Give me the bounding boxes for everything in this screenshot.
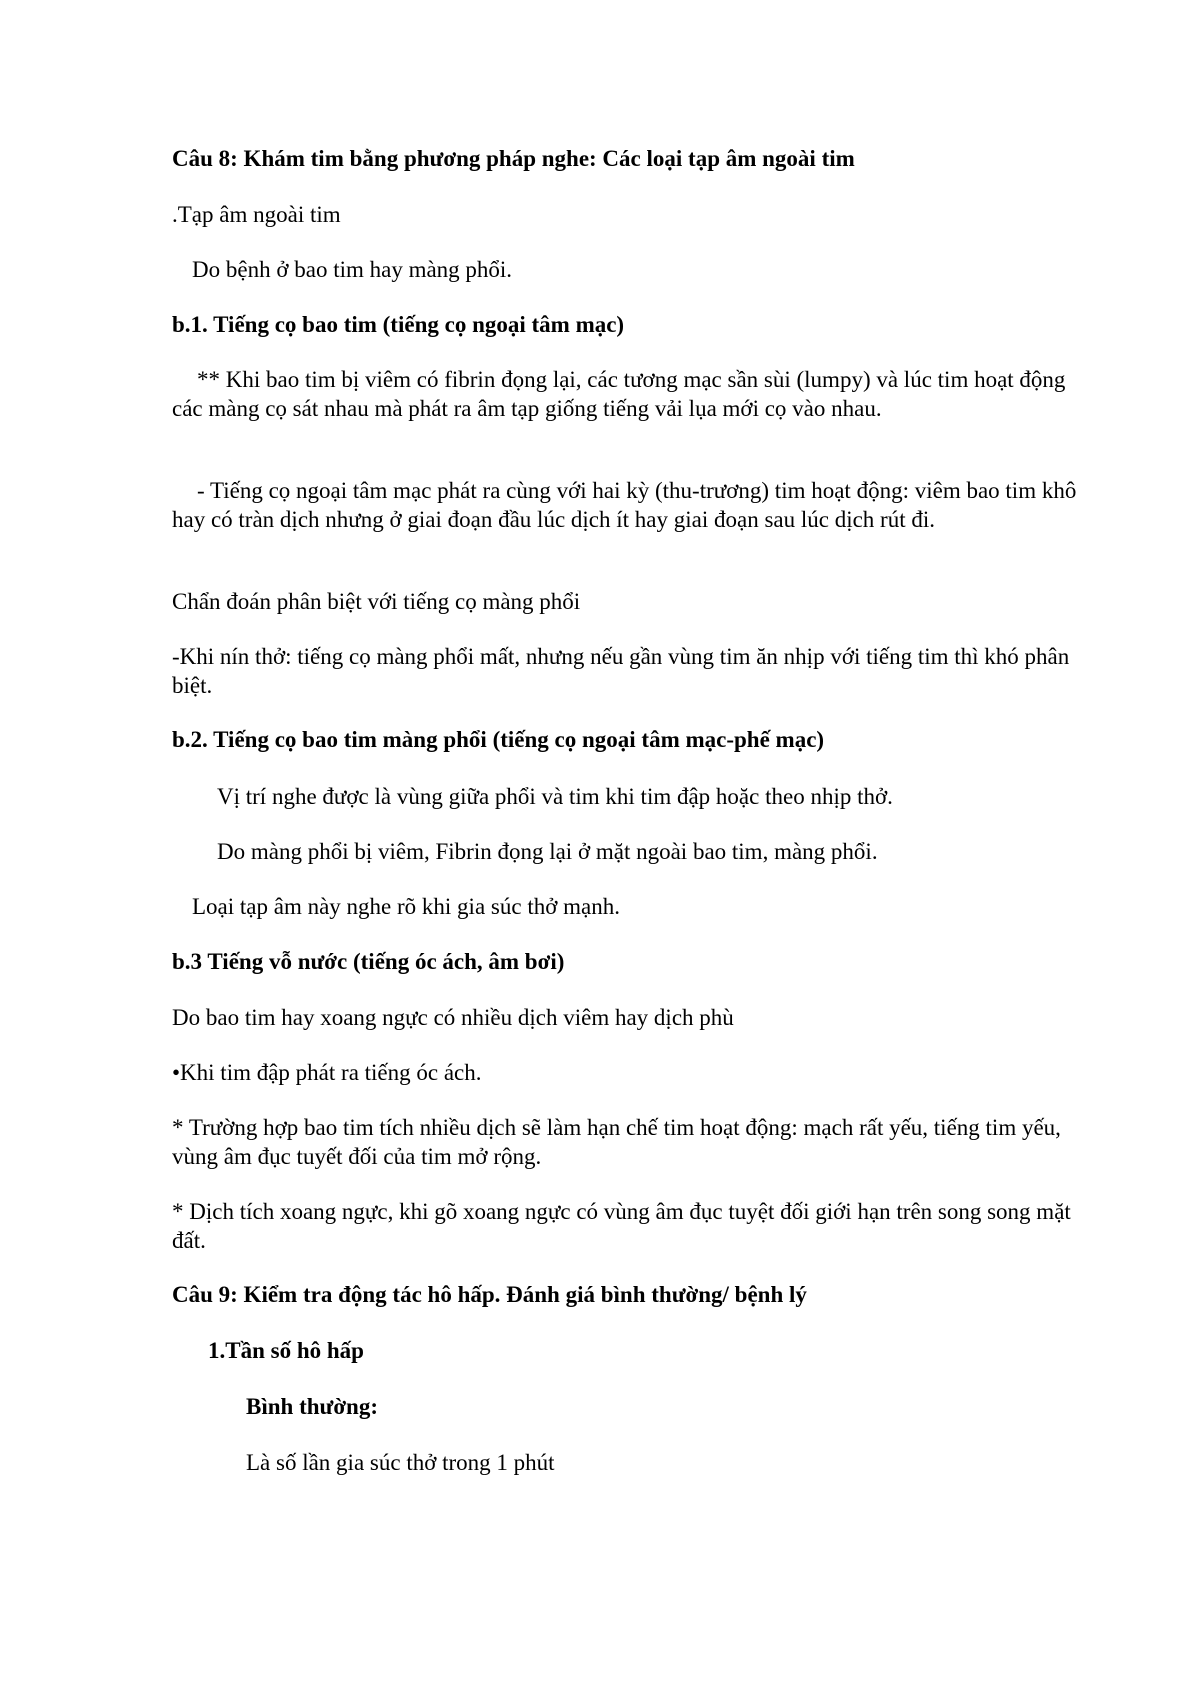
- paragraph-chan-doan: Chẩn đoán phân biệt với tiếng cọ màng phổi: [172, 589, 581, 614]
- paragraph-truong-hop: * Trường hợp bao tim tích nhiều dịch sẽ làm hạn chế tim hoạt động: mạch rất yếu, tiếng tim yếu, vùng âm đục tuyết đối của tim mở rộng.: [172, 1115, 1061, 1169]
- paragraph-dich-tich: * Dịch tích xoang ngực, khi gõ xoang ngực có vùng âm đục tuyệt đối giới hạn trên song song mặt đất.: [172, 1199, 1071, 1253]
- paragraph-khi-tim-dap: •Khi tim đập phát ra tiếng óc ách.: [172, 1060, 482, 1085]
- paragraph-b1-1: ** Khi bao tim bị viêm có fibrin đọng lại, các tương mạc sần sùi (lumpy) và lúc tim hoạt động các màng cọ sát nhau mà phát ra âm tạp giống tiếng vải lụa mới cọ vào nhau.: [172, 367, 1066, 421]
- paragraph-loai-tap-am: Loại tạp âm này nghe rõ khi gia súc thở mạnh.: [192, 894, 620, 919]
- question-9-title: Câu 9: Kiểm tra động tác hô hấp. Đánh giá bình thường/ bệnh lý: [172, 1282, 807, 1307]
- paragraph-do-bao-tim: Do bao tim hay xoang ngực có nhiều dịch viêm hay dịch phù: [172, 1005, 734, 1030]
- paragraph-do-benh: Do bệnh ở bao tim hay màng phổi.: [192, 257, 513, 282]
- question-8-title: Câu 8: Khám tim bằng phương pháp nghe: Các loại tạp âm ngoài tim: [172, 146, 855, 171]
- paragraph-la-so-lan: Là số lần gia súc thở trong 1 phút: [246, 1450, 555, 1475]
- paragraph-b1-2: - Tiếng cọ ngoại tâm mạc phát ra cùng với hai kỳ (thu-trương) tim hoạt động: viêm bao tim khô hay có tràn dịch nhưng ở giai đoạn đầu lúc dịch ít hay giai đoạn sau lúc dịch rút đi.: [172, 478, 1077, 532]
- heading-tan-so-ho-hap: 1.Tần số hô hấp: [208, 1338, 364, 1363]
- paragraph-vi-tri: Vị trí nghe được là vùng giữa phổi và tim khi tim đập hoặc theo nhịp thở.: [217, 784, 893, 809]
- heading-binh-thuong: Bình thường:: [246, 1394, 379, 1419]
- paragraph-khi-nin-tho: -Khi nín thở: tiếng cọ màng phổi mất, nhưng nếu gần vùng tim ăn nhịp với tiếng tim thì khó phân biệt.: [172, 644, 1070, 698]
- paragraph-tap-am: .Tạp âm ngoài tim: [172, 202, 341, 227]
- paragraph-do-mang-phoi: Do màng phổi bị viêm, Fibrin đọng lại ở mặt ngoài bao tim, màng phổi.: [217, 839, 878, 864]
- heading-b1: b.1. Tiếng cọ bao tim (tiếng cọ ngoại tâm mạc): [172, 312, 625, 337]
- heading-b2: b.2. Tiếng cọ bao tim màng phổi (tiếng cọ ngoại tâm mạc-phế mạc): [172, 727, 825, 752]
- heading-b3: b.3 Tiếng vỗ nước (tiếng óc ách, âm bơi): [172, 949, 565, 974]
